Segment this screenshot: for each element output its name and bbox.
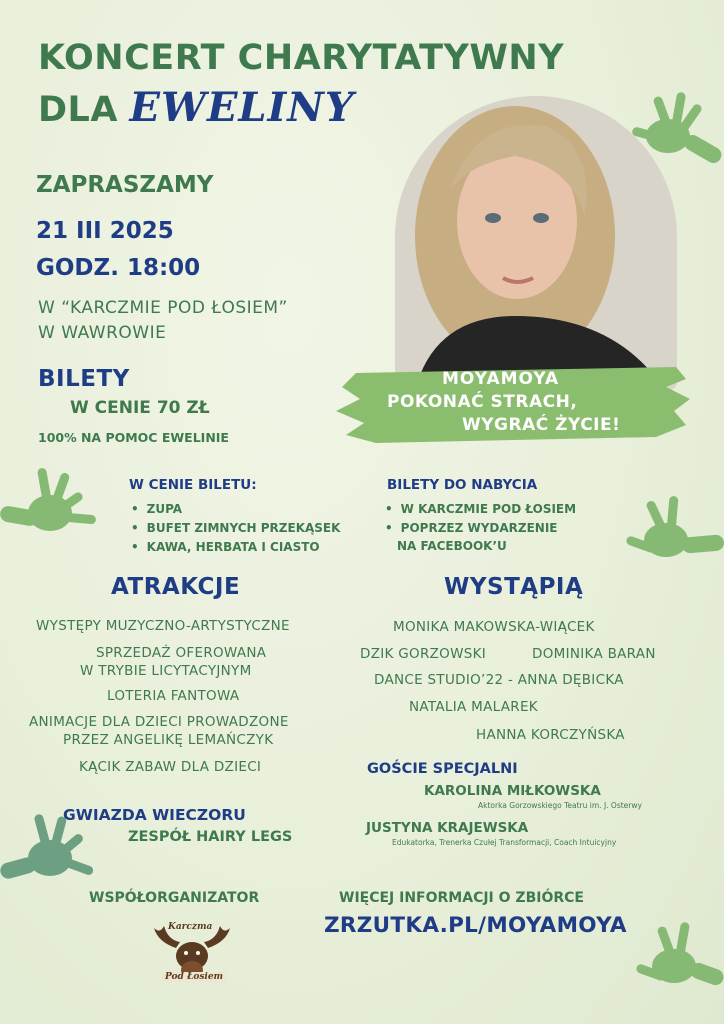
star-heading: GWIAZDA WIECZORU (63, 806, 246, 824)
banner-line2: POKONAĆ STRACH, (387, 392, 578, 412)
list-item: • BUFET ZIMNYCH PRZEKĄSEK (131, 521, 340, 535)
attraction-item: PRZEZ ANGELIKĘ LEMAŃCZYK (63, 732, 274, 748)
guest-desc: Edukatorka, Trenerka Czułej Transformacji, Coach Intuicyjny (392, 838, 617, 847)
tickets-heading: BILETY (38, 366, 130, 392)
info-heading: WIĘCEJ INFORMACJI O ZBIÓRCE (339, 890, 584, 906)
list-item: • W KARCZMIE POD ŁOSIEM (385, 502, 576, 516)
performer-item: DANCE STUDIO’22 - ANNA DĘBICKA (374, 672, 624, 688)
title-line2 (38, 84, 354, 131)
list-item: • POPRZEZ WYDARZENIE (385, 521, 576, 535)
purchase-heading: BILETY DO NABYCIA (387, 477, 538, 493)
guest-desc: Aktorka Gorzowskiego Teatru im. J. Osterwy (478, 801, 642, 810)
venue-line1: W “KARCZMIE POD ŁOSIEM” (38, 298, 288, 318)
performer-item: MONIKA MAKOWSKA-WIĄCEK (393, 619, 595, 635)
star-name: ZESPÓŁ HAIRY LEGS (128, 829, 293, 845)
attraction-item: WYSTĘPY MUZYCZNO-ARTYSTYCZNE (36, 618, 290, 634)
logo-text-bottom: Pod Łosiem (162, 972, 226, 982)
list-item: • ZUPA (131, 502, 340, 516)
attractions-heading: ATRAKCJE (111, 574, 241, 600)
performer-item: NATALIA MALAREK (409, 699, 538, 715)
attraction-item: LOTERIA FANTOWA (107, 688, 240, 704)
invite-heading: ZAPRASZAMY (36, 172, 214, 198)
attraction-item: ANIMACJE DLA DZIECI PROWADZONE (29, 714, 289, 730)
hand-icon (632, 920, 724, 1006)
attraction-item: W TRYBIE LICYTACYJNYM (80, 663, 252, 679)
hand-icon (0, 468, 100, 558)
event-time: GODZ. 18:00 (36, 255, 201, 281)
tickets-price: W CENIE 70 ZŁ (70, 398, 210, 418)
tickets-note: 100% NA POMOC EWELINIE (38, 430, 229, 445)
title-name: EWELINY (129, 84, 355, 131)
hand-icon (622, 496, 724, 582)
portrait-photo (395, 96, 677, 390)
title-line1: KONCERT CHARYTATYWNY (38, 38, 565, 78)
event-date: 21 III 2025 (36, 218, 174, 244)
list-item: • KAWA, HERBATA I CIASTO (131, 540, 340, 554)
venue-line2: W WAWROWIE (38, 323, 167, 343)
guests-heading: GOŚCIE SPECJALNI (367, 761, 518, 777)
guest-name: JUSTYNA KRAJEWSKA (366, 820, 529, 836)
purchase-item-cont: NA FACEBOOK’U (397, 539, 507, 553)
karczma-logo (146, 918, 238, 990)
banner-line3: WYGRAĆ ŻYCIE! (462, 415, 621, 435)
logo-text-top: Karczma (168, 922, 213, 932)
info-link[interactable]: ZRZUTKA.PL/MOYAMOYA (324, 913, 627, 938)
attraction-item: KĄCIK ZABAW DLA DZIECI (79, 759, 262, 775)
purchase-list (385, 502, 576, 540)
guest-name: KAROLINA MIŁKOWSKA (424, 783, 601, 799)
banner-line1: MOYAMOYA (442, 369, 560, 389)
hand-icon (0, 812, 98, 904)
included-list (131, 502, 340, 559)
performer-item: HANNA KORCZYŃSKA (476, 727, 625, 743)
coorganizer-heading: WSPÓŁORGANIZATOR (89, 890, 260, 906)
performer-item: DOMINIKA BARAN (532, 646, 656, 662)
performer-item: DZIK GORZOWSKI (360, 646, 487, 662)
included-heading: W CENIE BILETU: (129, 477, 257, 493)
title-dla: DLA (38, 90, 118, 130)
performers-heading: WYSTĄPIĄ (444, 574, 584, 600)
attraction-item: SPRZEDAŻ OFEROWANA (96, 645, 267, 661)
